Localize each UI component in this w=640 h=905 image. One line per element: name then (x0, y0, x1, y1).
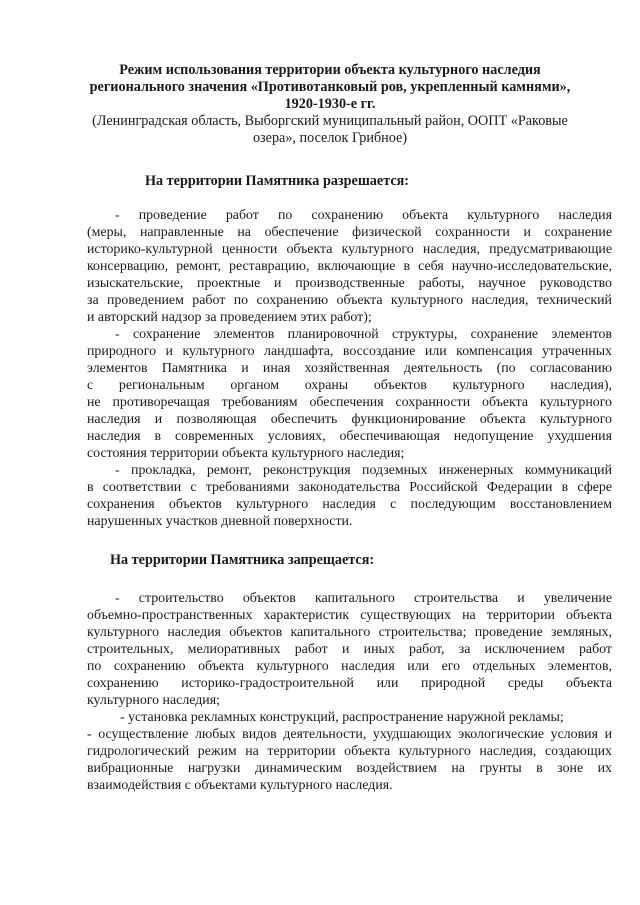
allowed-line: (меры, направленные на обеспечение физической сохранности и сохранение (87, 225, 612, 240)
allowed-heading: На территории Памятника разрешается: (145, 173, 410, 189)
allowed-line: наследия и позволяющая обеспечить функционирование объекта культурного (87, 412, 612, 427)
allowed-line: и авторский надзор за проведением этих работ); (87, 310, 372, 325)
document-title (60, 62, 600, 113)
allowed-line: консервацию, ремонт, реставрацию, включающие в себя научно-исследовательские, (87, 259, 612, 274)
allowed-line: не противоречащая требованиям обеспечения сохранности объекта культурного (87, 395, 612, 410)
allowed-line: за проведением работ по сохранению объекта культурного наследия, технический (87, 293, 612, 308)
allowed-line: - проведение работ по сохранению объекта культурного наследия (115, 208, 612, 223)
prohibited-line: объемно-пространственных характеристик существующих на территории объекта (87, 608, 612, 623)
prohibited-line: - установка рекламных конструкций, распространение наружной рекламы; (120, 710, 564, 725)
prohibited-line: культурного наследия объектов капитального строительства; проведение земляных, (87, 625, 612, 640)
allowed-line: природного и культурного ландшафта, воссоздание или компенсация утраченных (87, 344, 612, 359)
document-subtitle (60, 113, 600, 147)
allowed-line: - сохранение элементов планировочной структуры, сохранение элементов (115, 327, 612, 342)
subtitle-line: озера», поселок Грибное) (252, 130, 408, 146)
allowed-line: сохранения объектов культурного наследия с последующим восстановлением (87, 497, 612, 512)
prohibited-line: культурного наследия; (87, 693, 220, 708)
allowed-line: нарушенных участков дневной поверхности. (87, 514, 353, 529)
allowed-line: наследия в современных условиях, обеспечивающая недопущение ухудшения (87, 429, 612, 444)
prohibited-line: сохранению историко-градостроительной или природной среды объекта (87, 676, 612, 691)
title-line: Режим использования территории объекта культурного наследия (119, 62, 541, 78)
subtitle-line: (Ленинградская область, Выборгский муниципальный район, ООПТ «Раковые (92, 113, 568, 129)
allowed-line: в соответствии с требованиями законодательства Российской Федерации в сфере (87, 480, 612, 495)
prohibited-heading: На территории Памятника запрещается: (110, 552, 375, 568)
title-line: регионального значения «Противотанковый ров, укрепленный камнями», (89, 79, 571, 95)
prohibited-line: - строительство объектов капитального строительства и увеличение (115, 591, 612, 606)
allowed-line: - прокладка, ремонт, реконструкция подземных инженерных коммуникаций (115, 463, 612, 478)
prohibited-line: взаимодействия с объектами культурного наследия. (87, 778, 393, 793)
allowed-line: элементов Памятника и иная хозяйственная деятельность (по согласованию (87, 361, 612, 376)
prohibited-line: по сохранению объекта культурного наследия или его отдельных элементов, (87, 659, 612, 674)
allowed-line: историко-культурной ценности объекта культурного наследия, предусматривающие (87, 242, 612, 257)
prohibited-line: гидрологический режим на территории объекта культурного наследия, создающих (87, 744, 612, 759)
allowed-line: состояния территории объекта культурного наследия; (87, 446, 405, 461)
prohibited-line: строительных, мелиоративных работ и иных работ, за исключением работ (87, 642, 612, 657)
allowed-line: с региональным органом охраны объектов культурного наследия), (87, 378, 612, 393)
allowed-line: изыскательские, проектные и производственные работы, научное руководство (87, 276, 612, 291)
prohibited-line: вибрационные нагрузки динамическим воздействием на грунты в зоне их (87, 761, 612, 776)
title-line: 1920-1930-е гг. (284, 96, 376, 112)
prohibited-line: - осуществление любых видов деятельности, ухудшающих экологические условия и (87, 727, 612, 742)
